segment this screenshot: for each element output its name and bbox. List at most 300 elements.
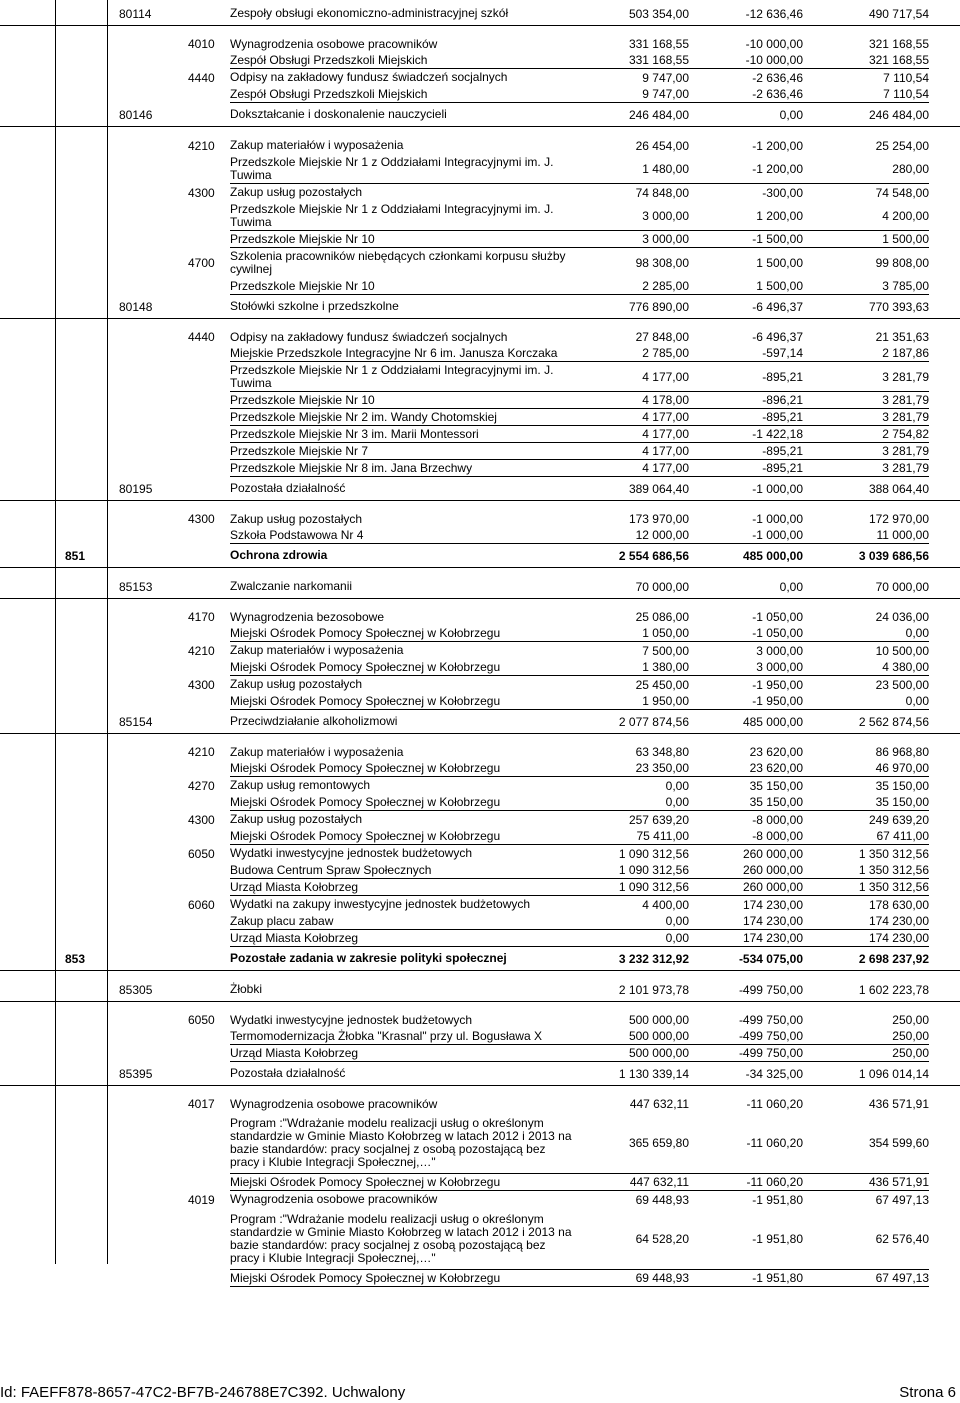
unit-row [0,879,960,896]
change-value: 35 150,00 [749,778,803,793]
unit-row [0,913,960,930]
plan-value: 23 350,00 [575,760,689,777]
change-value: -34 325,00 [745,1066,803,1081]
paragraf-code: 4300 [188,185,215,200]
plan-value: 503 354,00 [628,6,689,21]
item-name: Urząd Miasta Kołobrzeg [230,879,575,896]
change-value: 23 620,00 [749,745,803,759]
item-name: Zakup usług pozostałych [230,677,363,691]
change-value: -11 060,20 [689,1112,803,1174]
item-name: Zespół Obsługi Przedszkoli Miejskich [230,52,575,69]
after-change-value: 1 500,00 [803,231,929,248]
rozdzial-row [0,575,960,599]
item-name: Zakup usług pozostałych [230,812,363,826]
after-change-value: 7 110,54 [883,70,929,85]
paragraf-code: 6050 [188,1013,215,1027]
plan-value: 447 632,11 [575,1174,689,1191]
after-change-value: 249 639,20 [868,812,929,827]
plan-value: 9 747,00 [642,70,689,85]
plan-value: 331 168,55 [628,37,689,51]
item-name: Przedszkole Miejskie Nr 3 im. Marii Montessori [230,426,575,443]
item-name: Ochrona zdrowia [230,548,328,562]
unit-row [0,862,960,879]
unit-row [0,460,960,477]
unit-row [0,231,960,248]
item-name: Miejski Ośrodek Pomocy Społecznej w Kołobrzegu [230,625,575,642]
paragraf-code: 6060 [188,897,215,912]
item-name: Miejski Ośrodek Pomocy Społecznej w Kołobrzegu [230,659,575,676]
unit-row [0,86,960,103]
change-value: 485 000,00 [742,548,803,563]
change-value: 1 500,00 [689,278,803,295]
item-name: Odpisy na zakładowy fundusz świadczeń socjalnych [230,329,508,344]
paragraf-row [0,1191,960,1208]
plan-value: 0,00 [575,930,689,947]
item-name: Wynagrodzenia osobowe pracowników [230,1192,438,1206]
item-name: Przedszkole Miejskie Nr 7 [230,443,575,460]
after-change-value: 3 785,00 [803,278,929,295]
item-name: Zespoły obsługi ekonomiczno-administracyjnej szkół [230,6,509,20]
change-value: -1 200,00 [752,138,803,153]
paragraf-row [0,777,960,794]
plan-value: 74 848,00 [635,185,689,200]
unit-row [0,443,960,460]
after-change-value: 3 039 686,56 [858,548,929,563]
item-name: Urząd Miasta Kołobrzeg [230,930,575,947]
plan-value: 3 000,00 [575,201,689,231]
plan-value: 447 632,11 [629,1097,689,1111]
rozdzial-code: 80148 [119,299,153,314]
plan-value: 1 090 312,56 [575,879,689,896]
plan-value: 7 500,00 [642,643,689,658]
after-change-value: 321 168,55 [868,37,929,51]
change-value: -597,14 [689,345,803,362]
item-name: Termomodernizacja Żłobka "Krasnal" przy ul. Bogusława X [230,1028,575,1045]
paragraf-row [0,137,960,154]
rozdzial-row [0,1062,960,1086]
after-change-value: 250,00 [892,1013,929,1027]
paragraf-row [0,329,960,345]
change-value: -499 750,00 [689,1045,803,1062]
after-change-value: 1 350 312,56 [803,879,929,896]
item-name: Przedszkole Miejskie Nr 8 im. Jana Brzechwy [230,460,575,477]
paragraf-row [0,642,960,659]
item-name: Pozostała działalność [230,481,346,495]
plan-value: 1 090 312,56 [575,862,689,879]
rozdzial-code: 80146 [119,107,153,122]
plan-value: 4 177,00 [575,426,689,443]
item-name: Zwalczanie narkomanii [230,579,353,593]
rozdzial-row [0,477,960,501]
paragraf-code: 4010 [188,37,215,51]
plan-value: 4 177,00 [575,460,689,477]
plan-value: 27 848,00 [635,330,689,344]
plan-value: 173 970,00 [628,512,689,526]
change-value: -11 060,20 [746,1097,803,1111]
change-value: -534 075,00 [738,951,803,966]
rozdzial-code: 85395 [119,1066,153,1081]
item-name: Zakup materiałów i wyposażenia [230,138,404,152]
after-change-value: 174 230,00 [803,913,929,930]
paragraf-row [0,896,960,913]
item-name: Budowa Centrum Spraw Społecznych [230,862,575,879]
change-value: -2 636,46 [689,86,803,103]
after-change-value: 436 571,91 [803,1174,929,1191]
plan-value: 331 168,55 [575,52,689,69]
after-change-value: 23 500,00 [875,677,929,692]
plan-value: 63 348,80 [635,745,689,759]
plan-value: 1 050,00 [575,625,689,642]
item-name: Miejski Ośrodek Pomocy Społecznej w Kołobrzegu [230,693,575,710]
change-value: -896,21 [689,392,803,409]
change-value: 260 000,00 [742,846,803,861]
plan-value: 257 639,20 [628,812,689,827]
unit-row [0,154,960,184]
plan-value: 26 454,00 [635,138,689,153]
after-change-value: 74 548,00 [875,185,929,200]
paragraf-code: 4210 [188,745,215,759]
change-value: 0,00 [779,107,803,122]
change-value: -10 000,00 [689,52,803,69]
unit-row [0,409,960,426]
item-name: Miejski Ośrodek Pomocy Społecznej w Kołobrzegu [230,1174,575,1191]
plan-value: 500 000,00 [575,1028,689,1045]
change-value: -499 750,00 [738,1013,803,1027]
paragraf-code: 4440 [188,330,215,344]
item-name: Miejski Ośrodek Pomocy Społecznej w Kołobrzegu [230,828,575,845]
after-change-value: 770 393,63 [868,299,929,314]
rozdzial-row [0,2,960,26]
paragraf-code: 4300 [188,812,215,827]
change-value: 35 150,00 [689,794,803,811]
after-change-value: 280,00 [803,154,929,184]
unit-row [0,1028,960,1045]
after-change-value: 1 096 014,14 [858,1066,929,1081]
change-value: -8 000,00 [752,812,803,827]
item-name: Urząd Miasta Kołobrzeg [230,1045,575,1062]
paragraf-row [0,511,960,527]
unit-row [0,426,960,443]
paragraf-code: 4440 [188,70,215,85]
change-value: -895,21 [689,409,803,426]
after-change-value: 2 187,86 [803,345,929,362]
unit-row [0,828,960,845]
after-change-value: 11 000,00 [803,527,929,544]
plan-value: 389 064,40 [628,481,689,496]
change-value: -11 060,20 [689,1174,803,1191]
after-change-value: 388 064,40 [868,481,929,496]
item-name: Zakup usług pozostałych [230,511,363,526]
paragraf-code: 4170 [188,610,215,624]
after-change-value: 2 698 237,92 [858,951,929,966]
change-value: -12 636,46 [745,6,803,21]
plan-value: 69 448,93 [575,1270,689,1287]
plan-value: 2 101 973,78 [618,982,689,997]
plan-value: 1 950,00 [575,693,689,710]
plan-value: 25 450,00 [635,677,689,692]
change-value: -1 951,80 [689,1208,803,1270]
rozdzial-row [0,978,960,1002]
change-value: -1 950,00 [752,677,803,692]
after-change-value: 67 497,13 [803,1270,929,1287]
after-change-value: 174 230,00 [803,930,929,947]
change-value: 174 230,00 [689,930,803,947]
unit-row [0,1270,960,1287]
after-change-value: 0,00 [803,625,929,642]
plan-value: 2 077 874,56 [618,714,689,729]
plan-value: 2 285,00 [575,278,689,295]
paragraf-row [0,845,960,862]
change-value: -300,00 [762,185,803,200]
change-value: -10 000,00 [745,37,803,51]
item-name: Wydatki inwestycyjne jednostek budżetowych [230,846,473,860]
item-name: Stołówki szkolne i przedszkolne [230,299,399,313]
unit-row [0,527,960,544]
change-value: 23 620,00 [689,760,803,777]
change-value: -1 000,00 [752,481,803,496]
paragraf-code: 4210 [188,643,215,658]
change-value: 0,00 [779,579,803,594]
after-change-value: 3 281,79 [803,362,929,392]
item-name: Pozostałe zadania w zakresie polityki społecznej [230,951,507,965]
after-change-value: 0,00 [803,693,929,710]
item-name: Pozostała działalność [230,1066,346,1080]
paragraf-row [0,184,960,201]
plan-value: 4 177,00 [575,409,689,426]
after-change-value: 490 717,54 [868,6,929,21]
plan-value: 1 380,00 [575,659,689,676]
after-change-value: 86 968,80 [875,745,929,759]
paragraf-code: 4270 [188,778,215,793]
plan-value: 0,00 [665,778,689,793]
plan-value: 70 000,00 [635,579,689,594]
plan-value: 75 411,00 [575,828,689,845]
item-name: Przedszkole Miejskie Nr 10 [230,278,575,295]
item-name: Wydatki inwestycyjne jednostek budżetowych [230,1012,473,1027]
after-change-value: 21 351,63 [875,330,929,344]
after-change-value: 246 484,00 [868,107,929,122]
after-change-value: 354 599,60 [803,1112,929,1174]
rozdzial-code: 80114 [119,6,152,21]
item-name: Zakup usług remontowych [230,778,371,792]
change-value: 3 000,00 [756,643,803,658]
unit-row [0,1174,960,1191]
after-change-value: 46 970,00 [803,760,929,777]
after-change-value: 436 571,91 [868,1097,929,1111]
after-change-value: 3 281,79 [803,460,929,477]
change-value: -1 951,80 [689,1270,803,1287]
paragraf-row [0,248,960,278]
paragraf-row [0,36,960,52]
rozdzial-code: 80195 [119,481,153,496]
item-name: Zespół Obsługi Przedszkoli Miejskich [230,86,575,103]
item-name: Wydatki na zakupy inwestycyjne jednostek budżetowych [230,897,531,911]
change-value: 174 230,00 [742,897,803,912]
plan-value: 98 308,00 [635,256,689,270]
after-change-value: 2 754,82 [803,426,929,443]
item-name: Zakup placu zabaw [230,913,575,930]
after-change-value: 67 411,00 [803,828,929,845]
after-change-value: 4 200,00 [803,201,929,231]
unit-row [0,345,960,362]
after-change-value: 250,00 [803,1028,929,1045]
unit-row [0,278,960,295]
item-name: Zakup materiałów i wyposażenia [230,744,404,759]
paragraf-row [0,1012,960,1028]
change-value: 260 000,00 [689,879,803,896]
change-value: -895,21 [689,460,803,477]
paragraf-code: 4019 [188,1192,215,1207]
change-value: -1 050,00 [752,610,803,624]
item-name: Miejski Ośrodek Pomocy Społecznej w Kołobrzegu [230,760,575,777]
dzial-code: 851 [65,548,86,563]
plan-value: 500 000,00 [628,1013,689,1027]
after-change-value: 70 000,00 [875,579,929,594]
change-value: 1 200,00 [689,201,803,231]
paragraf-row [0,69,960,86]
rozdzial-row [0,710,960,734]
after-change-value: 10 500,00 [875,643,929,658]
item-name: Wynagrodzenia osobowe pracowników [230,1096,438,1111]
plan-value: 1 130 339,14 [618,1066,689,1081]
plan-value: 12 000,00 [575,527,689,544]
change-value: 1 500,00 [756,256,803,270]
item-name: Zakup usług pozostałych [230,185,363,199]
plan-value: 4 177,00 [575,443,689,460]
item-name: Miejski Ośrodek Pomocy Społecznej w Kołobrzegu [230,1270,575,1287]
after-change-value: 1 350 312,56 [858,846,929,861]
unit-row [0,1208,960,1270]
change-value: -1 500,00 [689,231,803,248]
unit-row [0,52,960,69]
change-value: -1 000,00 [689,527,803,544]
plan-value: 3 232 312,92 [618,951,689,966]
after-change-value: 1 602 223,78 [858,982,929,997]
after-change-value: 35 150,00 [875,778,929,793]
item-name: Przeciwdziałanie alkoholizmowi [230,714,398,728]
unit-row [0,362,960,392]
dzial-row [0,544,960,568]
paragraf-code: 6050 [188,846,215,861]
change-value: 485 000,00 [742,714,803,729]
after-change-value: 99 808,00 [875,256,929,270]
item-name: Przedszkole Miejskie Nr 2 im. Wandy Chotomskiej [230,409,575,426]
change-value: 260 000,00 [689,862,803,879]
after-change-value: 178 630,00 [868,897,929,912]
plan-value: 2 554 686,56 [618,548,689,563]
after-change-value: 62 576,40 [803,1208,929,1270]
change-value: -1 200,00 [689,154,803,184]
change-value: -895,21 [689,362,803,392]
rozdzial-row [0,295,960,319]
item-name: Wynagrodzenia osobowe pracowników [230,36,438,51]
plan-value: 1 090 312,56 [618,846,689,861]
unit-row [0,625,960,642]
after-change-value: 250,00 [803,1045,929,1062]
change-value: -6 496,37 [752,299,803,314]
unit-row [0,201,960,231]
item-name: Odpisy na zakładowy fundusz świadczeń socjalnych [230,70,508,84]
item-name: Przedszkole Miejskie Nr 10 [230,231,575,248]
change-value: -1 050,00 [689,625,803,642]
after-change-value: 24 036,00 [875,610,929,624]
item-name: Wynagrodzenia bezosobowe [230,609,384,624]
paragraf-row [0,811,960,828]
unit-row [0,693,960,710]
plan-value: 365 659,80 [575,1112,689,1174]
after-change-value: 172 970,00 [868,512,929,526]
change-value: -2 636,46 [752,70,803,85]
rozdzial-code: 85154 [119,714,153,729]
after-change-value: 321 168,55 [803,52,929,69]
plan-value: 2 785,00 [575,345,689,362]
plan-value: 4 177,00 [575,362,689,392]
unit-row [0,794,960,811]
after-change-value: 7 110,54 [803,86,929,103]
after-change-value: 4 380,00 [803,659,929,676]
unit-row [0,1112,960,1174]
change-value: -1 000,00 [752,512,803,526]
item-name: Żłobki [230,982,263,996]
after-change-value: 3 281,79 [803,443,929,460]
item-name: Miejskie Przedszkole Integracyjne Nr 6 im. Janusza Korczaka [230,345,575,362]
plan-value: 4 400,00 [642,897,689,912]
rozdzial-code: 85153 [119,579,153,594]
plan-value: 9 747,00 [575,86,689,103]
item-name: Przedszkole Miejskie Nr 10 [230,392,575,409]
plan-value: 25 086,00 [635,610,689,624]
plan-value: 69 448,93 [635,1192,689,1207]
plan-value: 64 528,20 [575,1208,689,1270]
plan-value: 1 480,00 [575,154,689,184]
change-value: -895,21 [689,443,803,460]
change-value: -499 750,00 [738,982,803,997]
plan-value: 0,00 [575,794,689,811]
unit-row [0,930,960,947]
change-value: 174 230,00 [689,913,803,930]
plan-value: 0,00 [575,913,689,930]
after-change-value: 67 497,13 [875,1192,929,1207]
change-value: -8 000,00 [689,828,803,845]
change-value: -1 951,80 [752,1192,803,1207]
document-id: Id: FAEFF878-8657-47C2-BF7B-246788E7C392. Uchwalony [0,1384,406,1401]
paragraf-row [0,1096,960,1112]
item-name: Szkolenia pracowników niebędących członkami korpusu służby cywilnej [230,249,566,276]
paragraf-row [0,609,960,625]
change-value: -6 496,37 [752,330,803,344]
plan-value: 246 484,00 [628,107,689,122]
unit-row [0,392,960,409]
item-name: Szkoła Podstawowa Nr 4 [230,527,575,544]
paragraf-code: 4210 [188,138,215,153]
item-name: Zakup materiałów i wyposażenia [230,643,404,657]
after-change-value: 3 281,79 [803,409,929,426]
after-change-value: 25 254,00 [875,138,929,153]
item-name: Przedszkole Miejskie Nr 1 z Oddziałami Integracyjnymi im. J. Tuwima [230,201,575,231]
change-value: -1 950,00 [689,693,803,710]
plan-value: 776 890,00 [628,299,689,314]
paragraf-code: 4300 [188,512,215,526]
unit-row [0,760,960,777]
change-value: -499 750,00 [689,1028,803,1045]
plan-value: 4 178,00 [575,392,689,409]
change-value: -1 422,18 [689,426,803,443]
after-change-value: 3 281,79 [803,392,929,409]
rozdzial-row [0,103,960,127]
paragraf-code: 4017 [188,1097,215,1111]
item-name: Program :"Wdrażanie modelu realizacji usług o określonym standardzie w Gminie Miasto Kołobrzeg w latach 2012 i 2013 na bazie standardów: pracy socjalnej z osobą pozostającą bez pracy i Klubie Integracji Społecznej,…" [230,1112,575,1174]
paragraf-row [0,744,960,760]
